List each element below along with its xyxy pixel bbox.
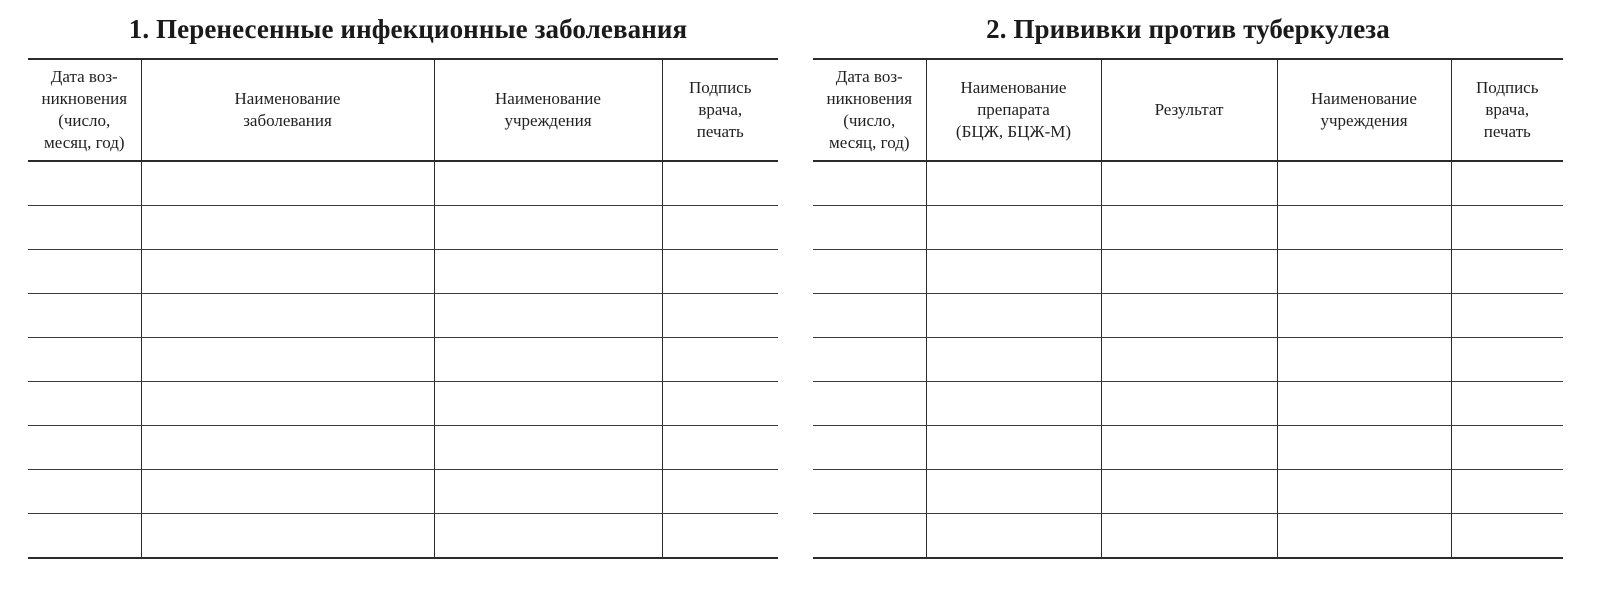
empty-cell[interactable] — [926, 426, 1101, 470]
empty-cell[interactable] — [1101, 206, 1277, 250]
empty-cell[interactable] — [662, 250, 778, 294]
table-row — [813, 382, 1563, 426]
empty-cell[interactable] — [1277, 206, 1451, 250]
table-row — [28, 338, 778, 382]
empty-cell[interactable] — [1451, 294, 1563, 338]
empty-cell[interactable] — [141, 470, 434, 514]
infectious-diseases-rows — [28, 161, 778, 558]
empty-cell[interactable] — [434, 161, 662, 206]
header-disease-name: Наименование заболевания — [141, 59, 434, 161]
header-date-of-onset: Дата воз- никновения (число, месяц, год) — [28, 59, 141, 161]
empty-cell[interactable] — [1451, 206, 1563, 250]
empty-cell[interactable] — [434, 250, 662, 294]
empty-cell[interactable] — [1101, 294, 1277, 338]
empty-cell[interactable] — [813, 382, 926, 426]
empty-cell[interactable] — [28, 338, 141, 382]
table-header-row — [813, 59, 1563, 161]
empty-cell[interactable] — [1277, 382, 1451, 426]
table-row — [813, 338, 1563, 382]
table-row — [813, 250, 1563, 294]
table-row — [28, 514, 778, 559]
empty-cell[interactable] — [1101, 250, 1277, 294]
empty-cell[interactable] — [1277, 294, 1451, 338]
empty-cell[interactable] — [434, 338, 662, 382]
empty-cell[interactable] — [1101, 514, 1277, 559]
empty-cell[interactable] — [434, 514, 662, 559]
empty-cell[interactable] — [926, 338, 1101, 382]
empty-cell[interactable] — [926, 250, 1101, 294]
empty-cell[interactable] — [141, 161, 434, 206]
tuberculosis-vaccinations-rows — [813, 161, 1563, 558]
table-row — [28, 426, 778, 470]
empty-cell[interactable] — [1277, 338, 1451, 382]
empty-cell[interactable] — [141, 426, 434, 470]
empty-cell[interactable] — [926, 206, 1101, 250]
empty-cell[interactable] — [1101, 338, 1277, 382]
infectious-diseases-table — [28, 58, 778, 559]
empty-cell[interactable] — [28, 294, 141, 338]
empty-cell[interactable] — [926, 382, 1101, 426]
table-row — [28, 206, 778, 250]
empty-cell[interactable] — [1451, 338, 1563, 382]
empty-cell[interactable] — [434, 382, 662, 426]
empty-cell[interactable] — [1451, 514, 1563, 559]
empty-cell[interactable] — [1451, 382, 1563, 426]
empty-cell[interactable] — [141, 294, 434, 338]
empty-cell[interactable] — [662, 426, 778, 470]
table-row — [28, 250, 778, 294]
empty-cell[interactable] — [1451, 250, 1563, 294]
empty-cell[interactable] — [28, 161, 141, 206]
empty-cell[interactable] — [813, 294, 926, 338]
empty-cell[interactable] — [28, 470, 141, 514]
empty-cell[interactable] — [662, 382, 778, 426]
header-vaccine-name: Наименование препарата (БЦЖ, БЦЖ-М) — [926, 59, 1101, 161]
table-row — [813, 470, 1563, 514]
table-row — [28, 161, 778, 206]
table-row — [813, 426, 1563, 470]
empty-cell[interactable] — [813, 161, 926, 206]
empty-cell[interactable] — [926, 514, 1101, 559]
header-result: Результат — [1101, 59, 1277, 161]
empty-cell[interactable] — [926, 294, 1101, 338]
empty-cell[interactable] — [1451, 470, 1563, 514]
empty-cell[interactable] — [1101, 426, 1277, 470]
empty-cell[interactable] — [1451, 161, 1563, 206]
header-institution-name: Наименование учреждения — [434, 59, 662, 161]
empty-cell[interactable] — [28, 250, 141, 294]
empty-cell[interactable] — [141, 382, 434, 426]
table-row — [813, 161, 1563, 206]
empty-cell[interactable] — [28, 426, 141, 470]
header-doctor-signature: Подпись врача, печать — [662, 59, 778, 161]
table-header-row — [28, 59, 778, 161]
table-row — [813, 514, 1563, 559]
empty-cell[interactable] — [141, 250, 434, 294]
infectious-diseases-title: 1. Перенесенные инфекционные заболевания — [128, 14, 688, 44]
header-institution-name: Наименование учреждения — [1277, 59, 1451, 161]
table-row — [28, 382, 778, 426]
empty-cell[interactable] — [1101, 161, 1277, 206]
empty-cell[interactable] — [28, 206, 141, 250]
tuberculosis-vaccinations-section — [813, 0, 1563, 559]
empty-cell[interactable] — [662, 294, 778, 338]
empty-cell[interactable] — [813, 250, 926, 294]
empty-cell[interactable] — [141, 206, 434, 250]
empty-cell[interactable] — [1277, 426, 1451, 470]
empty-cell[interactable] — [813, 470, 926, 514]
table-row — [28, 470, 778, 514]
empty-cell[interactable] — [1277, 470, 1451, 514]
table-row — [28, 294, 778, 338]
empty-cell[interactable] — [141, 514, 434, 559]
empty-cell[interactable] — [926, 161, 1101, 206]
empty-cell[interactable] — [1277, 250, 1451, 294]
empty-cell[interactable] — [434, 470, 662, 514]
tuberculosis-vaccinations-table — [813, 58, 1563, 559]
empty-cell[interactable] — [662, 206, 778, 250]
infectious-diseases-section — [28, 0, 778, 559]
tuberculosis-vaccinations-title: 2. Прививки против туберкулеза — [986, 14, 1390, 44]
empty-cell[interactable] — [1101, 382, 1277, 426]
empty-cell[interactable] — [434, 206, 662, 250]
header-date-of-onset: Дата воз- никновения (число, месяц, год) — [813, 59, 926, 161]
empty-cell[interactable] — [28, 514, 141, 559]
empty-cell[interactable] — [1277, 161, 1451, 206]
empty-cell[interactable] — [662, 338, 778, 382]
empty-cell[interactable] — [813, 514, 926, 559]
empty-cell[interactable] — [1101, 470, 1277, 514]
empty-cell[interactable] — [434, 426, 662, 470]
header-doctor-signature: Подпись врача, печать — [1451, 59, 1563, 161]
empty-cell[interactable] — [813, 338, 926, 382]
empty-cell[interactable] — [1451, 426, 1563, 470]
empty-cell[interactable] — [662, 470, 778, 514]
empty-cell[interactable] — [434, 294, 662, 338]
empty-cell[interactable] — [662, 161, 778, 206]
table-row — [813, 206, 1563, 250]
table-row — [813, 294, 1563, 338]
empty-cell[interactable] — [141, 338, 434, 382]
empty-cell[interactable] — [1277, 514, 1451, 559]
empty-cell[interactable] — [926, 470, 1101, 514]
empty-cell[interactable] — [813, 206, 926, 250]
empty-cell[interactable] — [28, 382, 141, 426]
empty-cell[interactable] — [813, 426, 926, 470]
empty-cell[interactable] — [662, 514, 778, 559]
